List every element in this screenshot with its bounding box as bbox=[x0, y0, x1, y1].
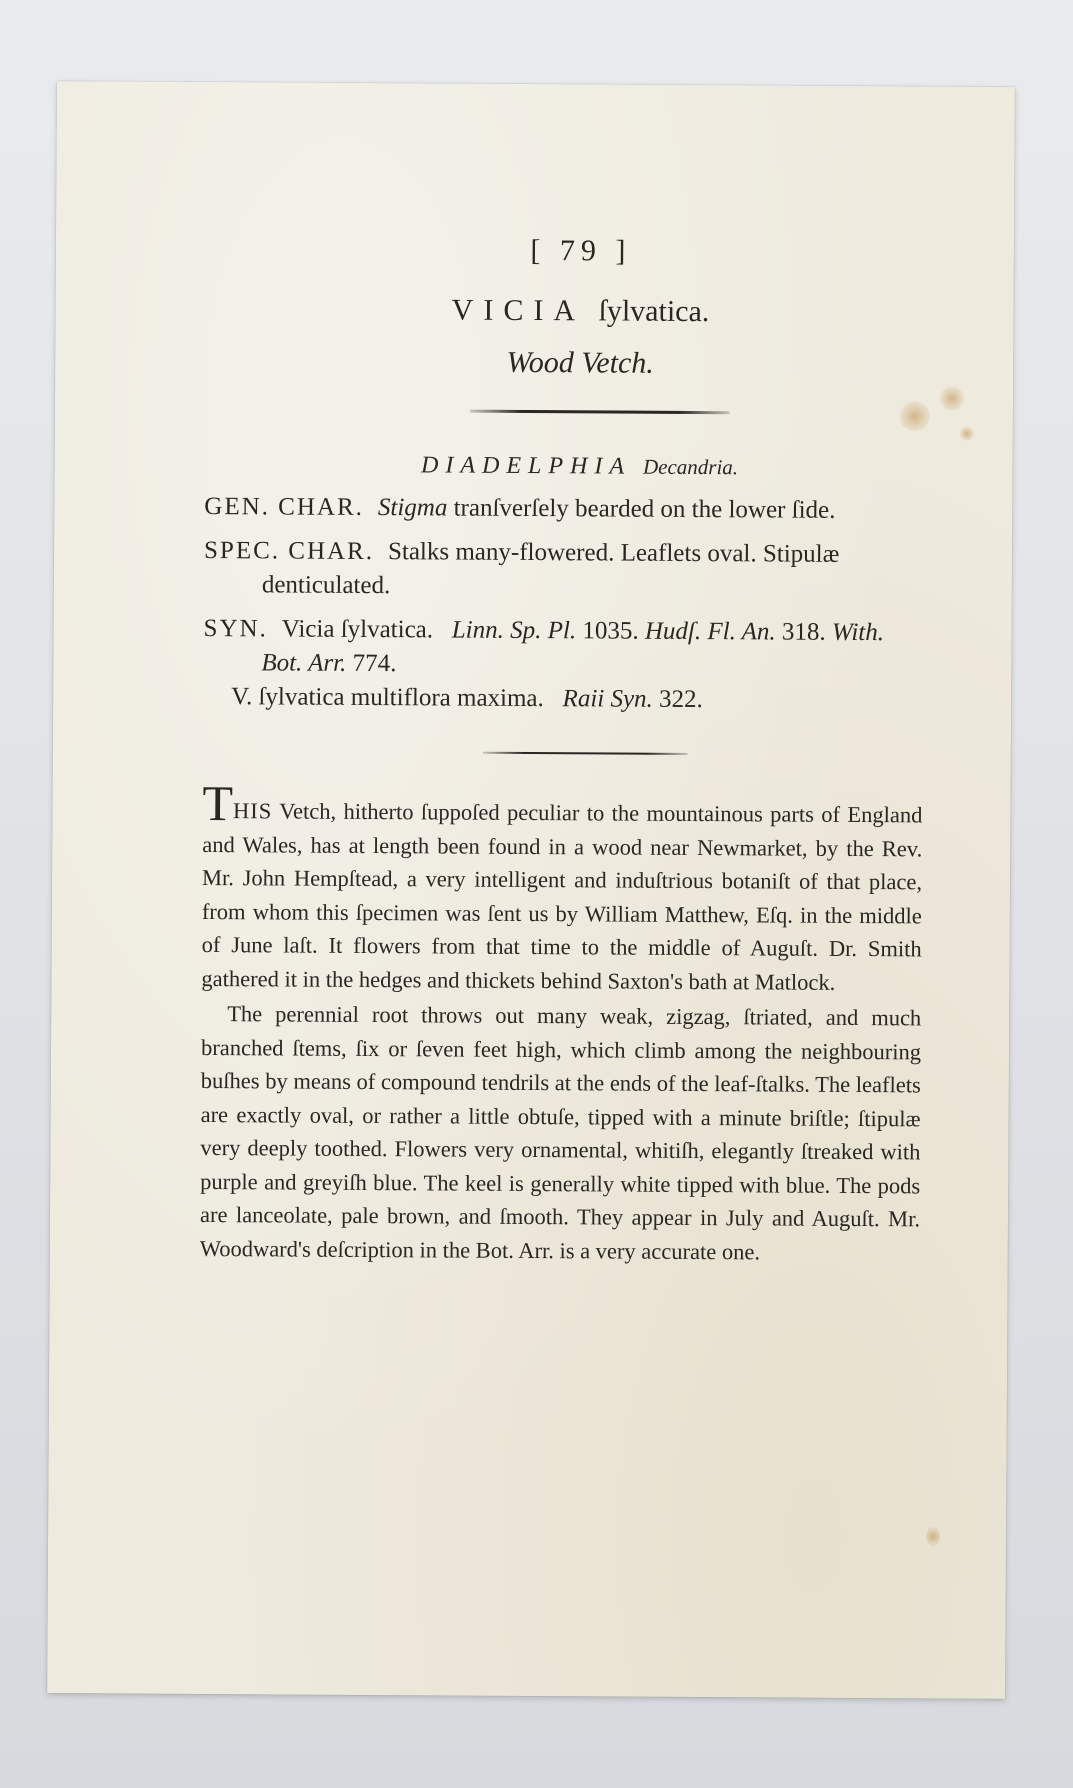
book-page bbox=[47, 81, 1015, 1699]
syn-sub-name: V. ſylvatica multiflora maxima. bbox=[231, 683, 544, 713]
syn-name: Vicia ſylvatica. bbox=[281, 615, 434, 644]
foxing-stain bbox=[960, 427, 974, 441]
gen-char-italic: Stigma bbox=[377, 494, 448, 522]
syn-ref-linnaeus: Linn. Sp. Pl. bbox=[451, 616, 577, 645]
divider-rule bbox=[470, 410, 730, 415]
page-number: [ 79 ] bbox=[530, 233, 632, 268]
first-word-rest: HIS bbox=[232, 798, 273, 824]
specific-character bbox=[204, 534, 924, 606]
spec-char-text: Stalks many-flowered. Leaflets oval. Stipulæ denticulated. bbox=[261, 538, 840, 600]
syn-label: SYN. bbox=[203, 614, 268, 643]
species-name: ſylvatica. bbox=[598, 294, 710, 329]
syn-ref-ray-num: 322. bbox=[652, 685, 703, 714]
description-paragraph-2: The perennial root throws out many weak, zigzag, ſtriated, and much branched ſtems, ſix or ſeven feet high, which climb among the neighbouring buſhes by means of compound tendrils at the ends of the leaf-ſtalks. The leaflets are exactly oval, or rather a little obtuſe, tipped with a minute briſtle; ſtipulæ very deeply toothed. Flowers very ornamental, whitiſh, elegantly ſtreaked with purple and greyiſh blue. The keel is generally white tipped with blue. The pods are lanceolate, pale brown, and ſmooth. They appear in July and Auguſt. Mr. Woodward's deſcription in the Bot. Arr. is a very accurate one. bbox=[199, 1001, 922, 1264]
linnaean-classification bbox=[205, 451, 925, 482]
syn-ref-hudson: Hudſ. Fl. An. bbox=[644, 617, 776, 646]
description-paragraph-1 bbox=[201, 774, 923, 999]
gen-char-label: GEN. CHAR. bbox=[204, 492, 365, 521]
species-title bbox=[205, 292, 925, 330]
page-content bbox=[200, 232, 926, 1269]
genus-name: VICIA bbox=[451, 293, 586, 328]
syn-ref-withering-num: 774. bbox=[346, 649, 397, 678]
syn-ref-linnaeus-num: 1035. bbox=[576, 617, 645, 645]
foxing-stain bbox=[940, 386, 964, 410]
gen-char-text: tranſverſely bearded on the lower ſide. bbox=[447, 494, 836, 524]
spec-char-label: SPEC. CHAR. bbox=[203, 536, 375, 566]
drop-cap: T bbox=[202, 774, 234, 832]
foxing-stain bbox=[926, 1526, 940, 1546]
syn-ref-ray: Raii Syn. bbox=[562, 685, 653, 713]
synonym-ray bbox=[203, 680, 923, 718]
generic-character bbox=[204, 490, 924, 528]
synonyms bbox=[203, 612, 923, 684]
syn-ref-withering: With. Bot. Arr. bbox=[261, 618, 885, 677]
common-name: Wood Vetch. bbox=[506, 345, 654, 380]
order-name: Decandria. bbox=[642, 454, 739, 480]
paragraph-1-text: Vetch, hitherto ſuppoſed peculiar to the mountainous parts of England and Wales, has at length been found in a wood near Newmarket, by the Rev. Mr. John Hempſtead, a very intelligent and induſtrious botaniſt of that place, from whom this ſpecimen was ſent us by William Matthew, Eſq. in the middle of June laſt. It flowers from that time to the middle of Auguſt. Dr. Smith gathered it in the hedges and thickets behind Saxton's bath at Matlock. bbox=[201, 798, 923, 995]
divider-rule bbox=[483, 752, 688, 755]
syn-ref-hudson-num: 318. bbox=[775, 618, 833, 646]
class-name: DIADELPHIA bbox=[420, 452, 632, 480]
